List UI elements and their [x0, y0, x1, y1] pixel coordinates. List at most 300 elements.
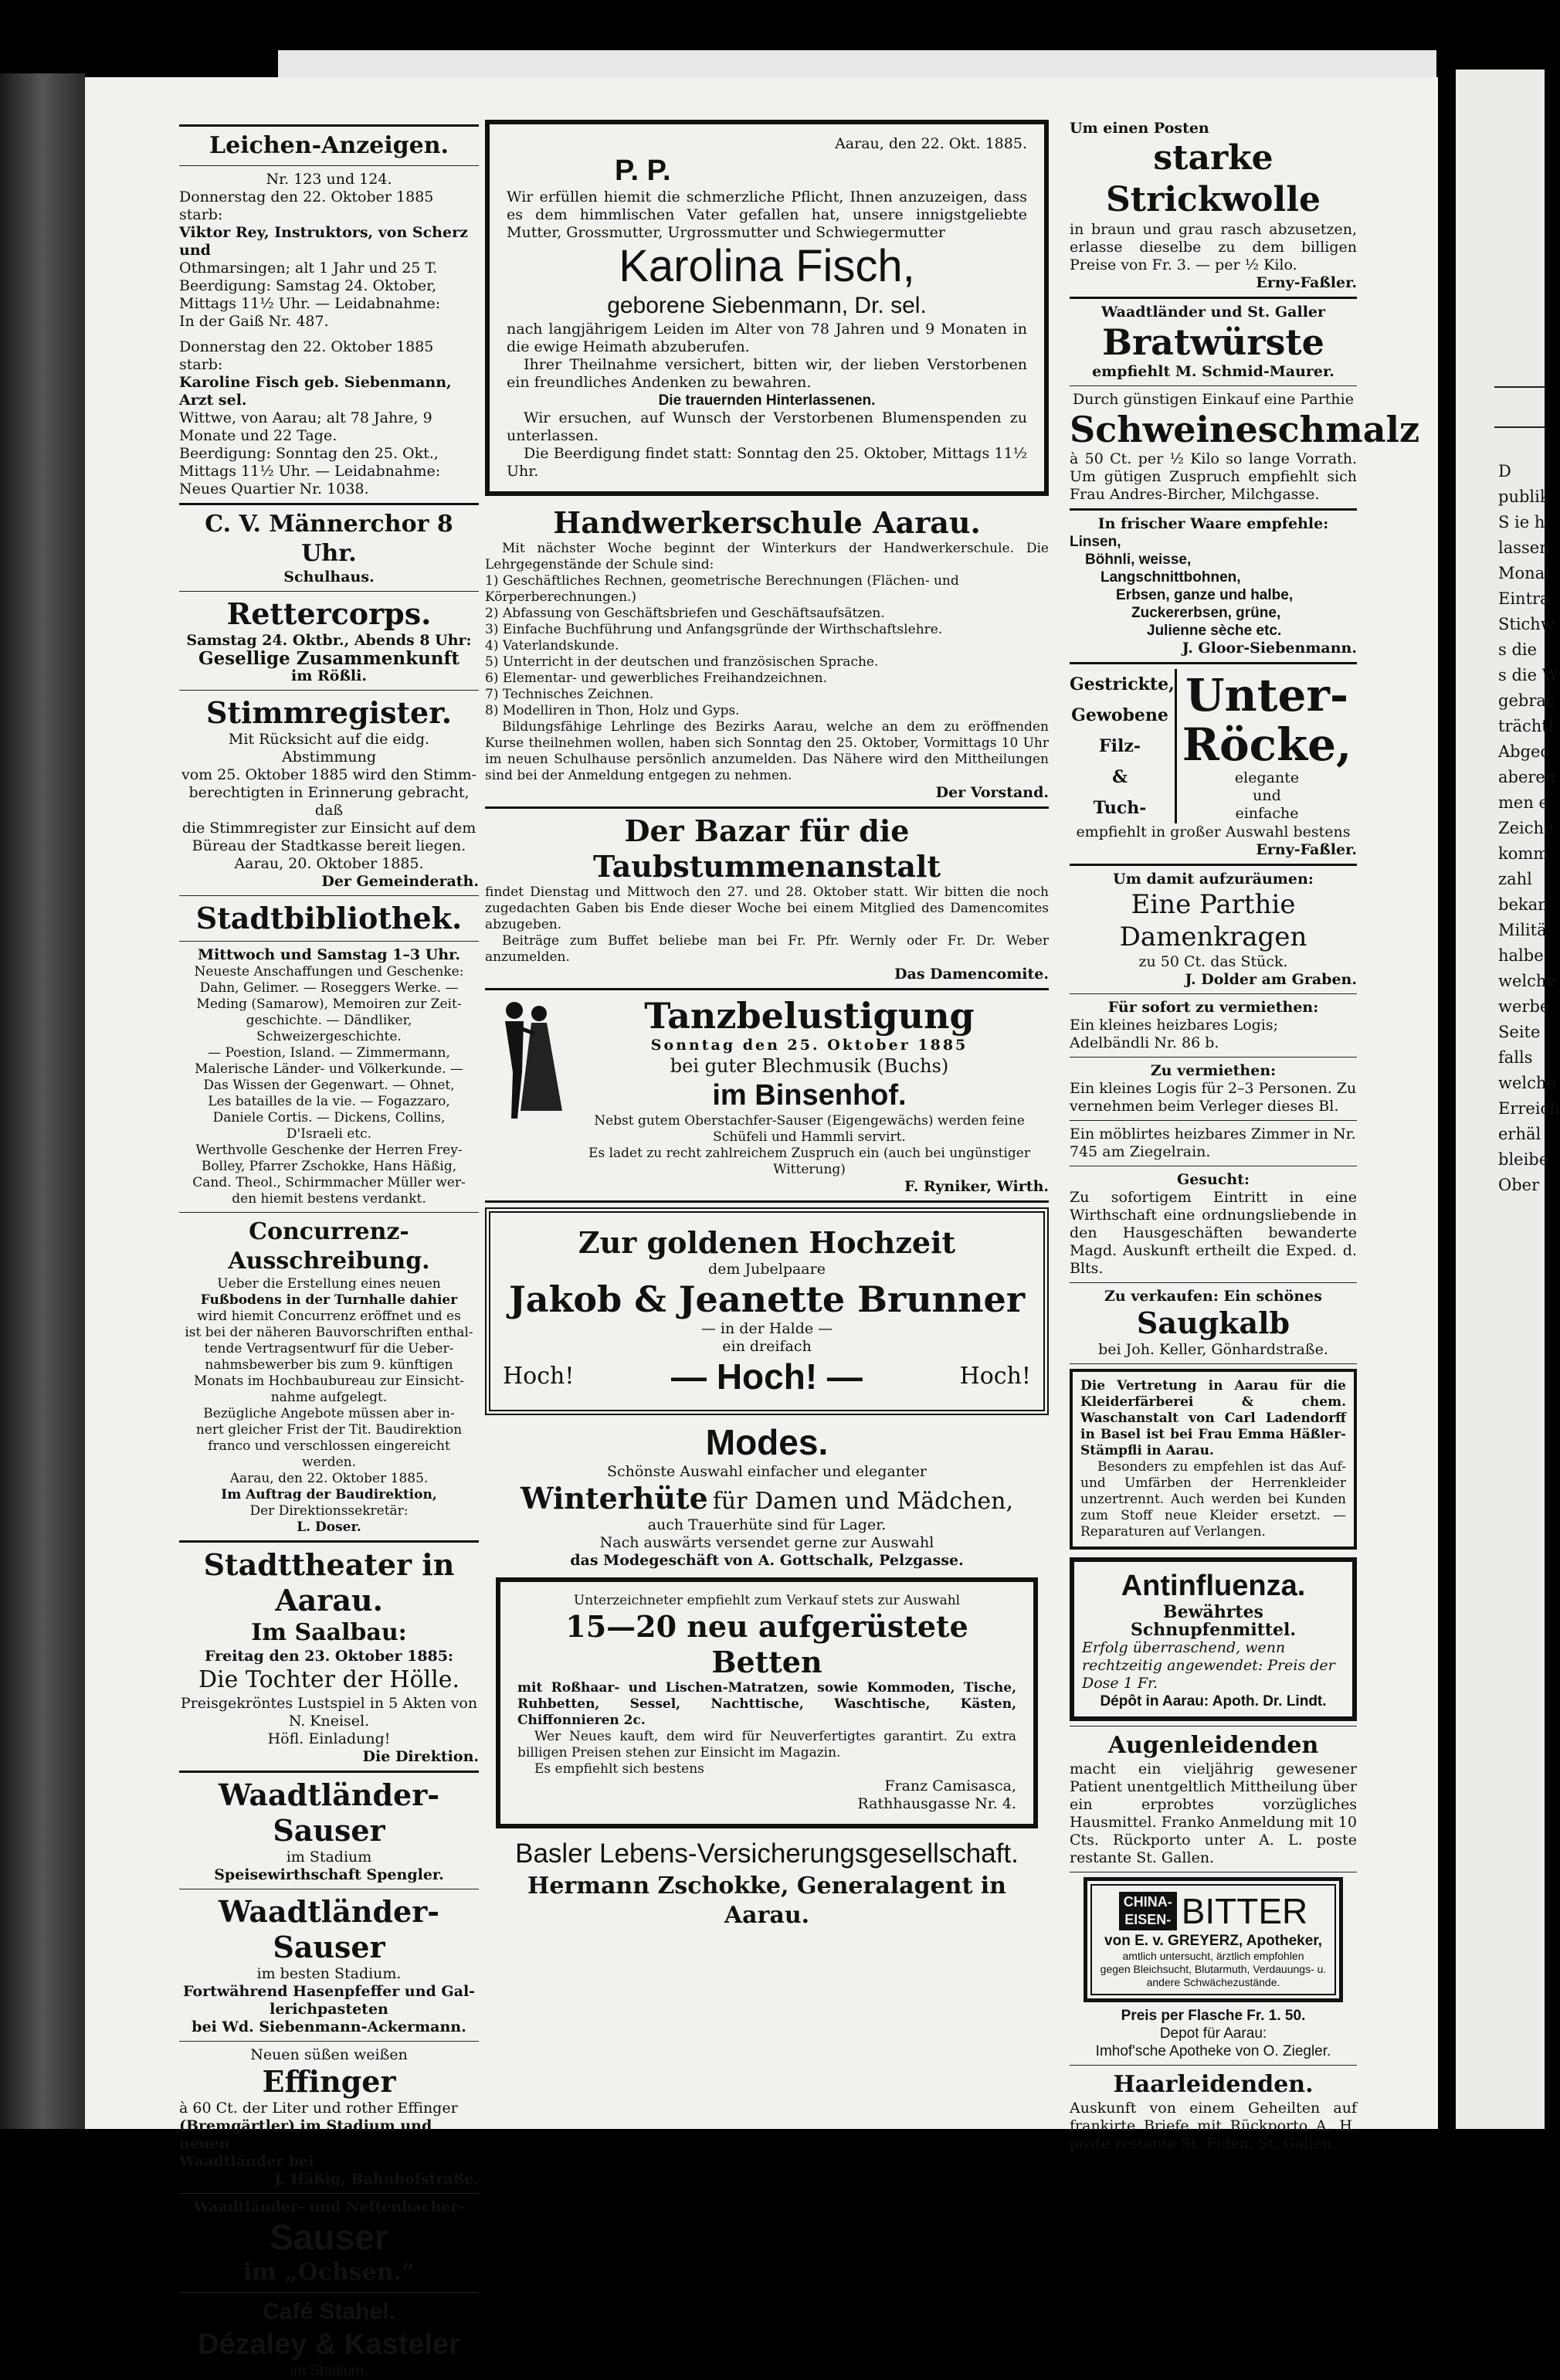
betten-box — [496, 1577, 1038, 1828]
text-line: und — [1253, 786, 1281, 804]
text-line: Waadtländer bei — [179, 2153, 314, 2170]
cafe-title: Café Stahel. — [263, 2299, 395, 2324]
text-line: Ueber die Erstellung eines neuen — [217, 1276, 441, 1292]
divider — [1070, 2065, 1357, 2066]
text-paragraph: Auskunft von einem Geheilten auf frankirte Briefe mit Rückporto A. H. poste restante St. Fiden, St. Gallen. — [1070, 2100, 1357, 2152]
handwerkerschule-notice — [485, 505, 1049, 802]
divider — [179, 941, 479, 942]
text-fragment: gebrac — [1498, 691, 1555, 710]
text-paragraph: Beiträge zum Buffet beliebe man bei Fr. Pfr. Wernly oder Fr. Dr. Weber anzumelden. — [485, 933, 1049, 965]
divider — [485, 988, 1049, 990]
text-line: Preis per Flasche Fr. 1. 50. — [1121, 2008, 1306, 2024]
signature: Erny-Faßler. — [1256, 274, 1357, 291]
text-line: wird hiemit Concurrenz eröffnet und es — [197, 1309, 461, 1324]
signature: Der Vorstand. — [935, 784, 1049, 801]
signature: F. Ryniker, Wirth. — [904, 1178, 1049, 1195]
text-line: Büreau der Stadtkasse bereit liegen. — [192, 837, 466, 854]
text-line: & — [1112, 767, 1128, 787]
stadtbibliothek-title: Stadtbibliothek. — [195, 901, 463, 935]
text-fragment: S ie h — [1498, 513, 1545, 531]
divider — [179, 1771, 479, 1773]
stadttheater-notice — [179, 1547, 479, 1766]
text-fragment: lassen — [1498, 538, 1550, 557]
text-line: die Stimmregister zur Einsicht auf dem — [181, 820, 476, 837]
text-line: Tuch- — [1093, 798, 1147, 818]
text-fragment: Abgeo — [1498, 742, 1551, 761]
text-paragraph: Wir erfüllen hiemit die schmerzliche Pflicht, Ihnen anzuzeigen, dass es dem himmlischen Vater gefallen hat, unsere innigstgeliebte Mutter, Grossmutter, Urgrossmutter und Schwiegermutter — [507, 188, 1027, 241]
text-line: Wittwe, von Aarau; alt 78 Jahre, 9 — [179, 409, 432, 426]
text-line: — in der Halde — — [700, 1320, 833, 1337]
text-paragraph: Mit nächster Woche beginnt der Winterkurs der Handwerkerschule. Die Lehrgegenstände der Schule sind: — [485, 541, 1049, 572]
cafe-owners: Dézaley & Kasteler — [197, 2328, 461, 2361]
sauser-spengler — [179, 1777, 479, 1884]
text-line: berechtigten in Erinnerung gebracht, daß — [188, 784, 470, 819]
saugkalb-title: Saugkalb — [1136, 1305, 1290, 1340]
list-item: Erbsen, ganze und halbe, — [1116, 587, 1294, 603]
haarleidenden-title: Haarleidenden. — [1113, 2071, 1314, 2098]
text-line: lerichpasteten — [270, 2001, 388, 2018]
text-line: Depot für Aarau: — [1159, 2025, 1267, 2042]
faerberei-notice — [1080, 1378, 1346, 1540]
text-line: Donnerstag den 22. Oktober 1885 starb: — [179, 188, 434, 223]
text-line: Neues Quartier Nr. 1038. — [179, 480, 369, 497]
text-paragraph: Es ladet zu recht zahlreichem Zuspruch ein (auch bei ungünstiger Witterung) — [588, 1146, 1030, 1177]
text-paragraph: macht ein vieljährig gewesener Patient unentgeltlich Mittheilung über ein erprobtes vorzügliches Hausmittel. Franko Anmeldung mit 10 Cts. Rückporto unter A. L. poste restante St. Gallen. — [1070, 1760, 1357, 1866]
rettercorps-title: Rettercorps. — [226, 596, 432, 631]
stadttheater-title: Stadttheater in Aarau. — [203, 1547, 455, 1618]
text-fragment: Seite — [1498, 1023, 1541, 1041]
text-line: Waadtländer und St. Galler — [1100, 304, 1326, 321]
text-line: im Stadium. — [290, 2363, 368, 2379]
text-fragment: welche — [1498, 1074, 1556, 1092]
signature: J. Gloor-Siebenmann. — [1182, 640, 1357, 657]
betten-notice — [517, 1593, 1016, 1813]
couple-names: Jakob & Jeanette Brunner — [508, 1278, 1026, 1320]
unterroecke-left — [1070, 669, 1177, 823]
signature: J. Dolder am Graben. — [1185, 971, 1357, 988]
text-line: von E. v. GREYERZ, Apotheker, — [1104, 1933, 1322, 1949]
hoch-right: Hoch! — [959, 1363, 1031, 1390]
text-line: Um damit aufzuräumen: — [1113, 871, 1314, 888]
divider — [179, 1540, 479, 1543]
bitter-title: BITTER — [1181, 1891, 1308, 1931]
text-line: nahmsbewerber bis zum 9. künftigen — [205, 1357, 453, 1373]
signature: L. Doser. — [297, 1519, 361, 1535]
text-fragment: aberen — [1498, 768, 1556, 786]
divider — [179, 591, 479, 592]
list-item: Böhnli, weisse, — [1085, 552, 1192, 568]
signature: Die Direktion. — [362, 1748, 479, 1765]
text-line: (Bremgärtler) im Stadium und neuen — [179, 2117, 432, 2152]
text-line: bei guter Blechmusik (Buchs) — [670, 1055, 949, 1077]
stadtbibliothek-notice — [179, 901, 479, 1207]
text-line: à 60 Ct. der Liter und rother Effinger — [179, 2100, 458, 2117]
text-fragment: komm — [1498, 844, 1549, 863]
signature: Erny-Faßler. — [1256, 841, 1357, 858]
text-line: Aarau, den 22. Okt. 1885. — [835, 135, 1027, 152]
bratwuerste-notice — [1070, 304, 1357, 381]
sauser-title: Waadtländer-Sauser — [219, 1777, 439, 1848]
modes-notice — [485, 1421, 1049, 1570]
signature: Die trauernden Hinterlassenen. — [658, 392, 876, 409]
text-line: In der Gaiß Nr. 487. — [179, 313, 329, 330]
text-line: Durch günstigen Einkauf eine Parthie — [1073, 391, 1354, 408]
text-fragment: bekan — [1498, 895, 1548, 914]
text-line: Schönste Auswahl einfacher und eleganter — [607, 1463, 927, 1480]
text-fragment: Stichw — [1498, 615, 1555, 633]
haarleidenden-notice — [1070, 2070, 1357, 2153]
divider — [1070, 662, 1357, 664]
list-item: 6) Elementar- und gewerbliches Freihandzeichnen. — [485, 671, 828, 686]
text-line: franco und verschlossen eingereicht werden. — [208, 1438, 450, 1470]
concurrenz-notice — [179, 1217, 479, 1536]
vermieten-1 — [1070, 999, 1357, 1052]
divider — [179, 2193, 479, 2194]
text-paragraph: Bildungsfähige Lehrlinge des Bezirks Aarau, welche an dem zu eröffnenden Kurse theilnehmen wollen, haben sich Sonntag den 25. Oktober, Vormittags 10 Uhr im neuen Schulhause persönlich anzumelden. Das Nähere wird den Mittheilungen sind bei der Anmeldung entgegen zu nehmen. — [485, 719, 1049, 783]
stimmregister-title: Stimmregister. — [206, 695, 452, 730]
maennerchor-title: C. V. Männerchor 8 Uhr. — [205, 511, 453, 567]
text-fragment: Zeiche — [1498, 819, 1554, 837]
list-item: 2) Abfassung von Geschäftsbriefen und Geschäftsaufsätzen. — [485, 606, 885, 621]
tanz-place: im Binsenhof. — [712, 1079, 907, 1112]
divider — [485, 1200, 1049, 1203]
text-fragment: falls — [1498, 1048, 1533, 1067]
divider — [179, 895, 479, 896]
text-fragment: men e — [1498, 793, 1548, 812]
list-item: 7) Technisches Zeichnen. — [485, 687, 654, 702]
text-line: im Stadium — [286, 1849, 372, 1866]
list-item: 1) Geschäftliches Rechnen, geometrische Berechnungen (Flächen- und Körperberechnungen.) — [485, 573, 959, 605]
leichen-entry-1 — [179, 188, 479, 331]
text-fragment: welche — [1498, 972, 1556, 990]
text-line: EISEN- — [1124, 1912, 1172, 1927]
divider — [1070, 1120, 1357, 1121]
text-fragment: trächtl — [1498, 717, 1554, 735]
divider — [1070, 993, 1357, 994]
text-line: Cand. Theol., Schirmmacher Müller wer- — [192, 1175, 466, 1190]
text-line: Mittags 11½ Uhr. — Leidabnahme: — [179, 463, 441, 480]
text-line: Sonntag den 25. Oktober 1885 — [650, 1037, 968, 1054]
bitter-label — [1119, 1892, 1177, 1930]
text-paragraph: nach langjährigem Leiden im Alter von 78 Jahren und 9 Monaten in die ewige Heimath abzuberufen. — [507, 321, 1027, 355]
divider — [179, 2292, 479, 2293]
text-line: Monats im Hochbaubureau zur Einsicht- — [193, 1373, 465, 1389]
divider — [179, 124, 479, 127]
augenleidenden-title: Augenleidenden — [1107, 1732, 1319, 1759]
sauser-siebenmann — [179, 1894, 479, 2036]
divider — [179, 503, 479, 505]
text-line: amtlich untersucht, ärztlich empfohlen — [1122, 1950, 1304, 1962]
signature: bei Joh. Keller, Gönhardstraße. — [1098, 1341, 1328, 1358]
text-line: das Modegeschäft von A. Gottschalk, Pelzgasse. — [570, 1552, 964, 1569]
sauser-title: Sauser — [270, 2217, 388, 2257]
text-fragment: Monat — [1498, 564, 1552, 582]
tanz-title: Tanzbelustigung — [644, 995, 975, 1037]
text-line: Gestrickte, — [1070, 674, 1175, 694]
list-item: 4) Vaterlandskunde. — [485, 638, 619, 654]
text-line: Neuen süßen weißen — [250, 2046, 408, 2063]
text-line: Werthvolle Geschenke der Herren Frey- — [195, 1142, 463, 1158]
text-line: Meding (Samarow), Memoiren zur Zeit- — [196, 996, 462, 1012]
signature: Das Damencomite. — [894, 966, 1049, 983]
text-fragment: halbe — [1498, 946, 1544, 965]
text-line: Aarau, den 22. Oktober 1885. — [229, 1471, 429, 1486]
text-line: Gesucht: — [1177, 1171, 1250, 1188]
text-line: Neueste Anschaffungen und Geschenke: — [194, 964, 464, 980]
text-line: Preisgekröntes Lustspiel in 5 Akten von — [180, 1695, 478, 1712]
bitter-box — [1084, 1877, 1343, 2002]
signature: Rathhausgasse Nr. 4. — [857, 1795, 1016, 1812]
text-line: Beerdigung: Samstag 24. Oktober, — [179, 277, 437, 294]
text-line: Viktor Rey, Instruktors, von Scherz und — [179, 224, 468, 259]
text-line: Es empfiehlt sich bestens — [534, 1761, 704, 1777]
text-fragment: s die — [1498, 640, 1538, 659]
list-item: 3) Einfache Buchführung und Anfangsgründe der Wirthschaftslehre. — [485, 622, 943, 637]
dancing-couple-icon — [485, 995, 567, 1126]
text-line: Nach auswärts versendet gerne zur Auswahl — [599, 1534, 934, 1551]
text-line: Speisewirthschaft Spengler. — [214, 1866, 444, 1883]
text-line: In frischer Waare empfehle: — [1097, 515, 1329, 532]
text-line: Höfl. Einladung! — [267, 1730, 391, 1747]
text-line: empfiehlt in großer Auswahl bestens — [1076, 823, 1351, 840]
divider — [1070, 508, 1357, 511]
play-title: Die Tochter der Hölle. — [198, 1666, 460, 1693]
handwerkerschule-title: Handwerkerschule Aarau. — [553, 505, 981, 540]
bazar-title: Der Bazar für die Taubstummenanstalt — [592, 813, 941, 884]
next-page-edge — [1456, 70, 1560, 2129]
text-line: dem Jubelpaare — [708, 1261, 826, 1278]
antinfluenza-box — [1070, 1557, 1357, 1721]
hoch-left: Hoch! — [503, 1363, 575, 1390]
strickwolle-title: starke Strickwolle — [1106, 138, 1321, 219]
text-line: Mittags 11½ Uhr. — Leidabnahme: — [179, 295, 441, 312]
text-paragraph: Zu sofortigem Eintritt in eine Wirthschaft eine ordnungsliebende in den Hausgeschäften bewanderte Magd. Auskunft ertheilt die Exped. d. Blts. — [1070, 1189, 1357, 1277]
zimmer-notice — [1070, 1125, 1357, 1161]
todesanzeige-box — [485, 120, 1049, 496]
augenleidenden-notice — [1070, 1731, 1357, 1867]
text-paragraph: Nebst gutem Oberstachfer-Sauser (Eigengewächs) werden feine Schüfeli und Hammli servirt. — [594, 1113, 1025, 1145]
vermieten-2 — [1070, 1062, 1357, 1115]
text-paragraph: Die Beerdigung findet statt: Sonntag den 25. Oktober, Mittags 11½ Uhr. — [507, 445, 1027, 480]
text-paragraph: mit Roßhaar- und Lischen-Matratzen, sowie Kommoden, Tische, Ruhbetten, Sessel, Nachttische, Waschtische, Kästen, Chiffonnieren 2c. — [517, 1680, 1016, 1728]
text-fragment: Erreich — [1498, 1099, 1560, 1118]
column-1 — [179, 120, 479, 2380]
text-line: nahme aufgelegt. — [270, 1390, 388, 1405]
text-line: ist bei der näheren Bauvorschriften enthal- — [185, 1325, 473, 1340]
deceased-name: Karolina Fisch, — [619, 241, 915, 291]
divider — [179, 1212, 479, 1213]
text-line: Freitag den 23. Oktober 1885: — [205, 1648, 453, 1665]
text-line: Beerdigung: Sonntag den 25. Okt., — [179, 445, 439, 462]
divider — [1070, 1057, 1357, 1058]
text-line: Bolley, Pfarrer Zschokke, Hans Häßig, — [201, 1159, 457, 1174]
divider — [1070, 385, 1357, 386]
text-fragment: erhäl — [1498, 1125, 1541, 1143]
text-line: Für sofort zu vermiethen: — [1107, 999, 1319, 1016]
divider — [1070, 864, 1357, 866]
text-line: Um einen Posten — [1070, 120, 1209, 137]
text-line: — Poestion, Island. — Zimmermann, — [208, 1045, 450, 1061]
signature: J. Häßig, Bahnhofstraße. — [274, 2171, 479, 2188]
text-paragraph: Ein möblirtes heizbares Zimmer in Nr. 745 am Ziegelrain. — [1070, 1125, 1356, 1160]
text-line: Bezügliche Angebote müssen aber in- — [203, 1406, 455, 1421]
text-line: geborene Siebenmann, Dr. sel. — [607, 293, 927, 318]
text-fragment: zahl — [1498, 870, 1532, 888]
basler-notice — [485, 1836, 1049, 1930]
text-line: für Damen und Mädchen, — [712, 1488, 1014, 1515]
antinfluenza-notice — [1082, 1568, 1345, 1710]
gesucht-notice — [1070, 1171, 1357, 1278]
text-line: im besten Stadium. — [256, 1965, 402, 1982]
text-line: im „Ochsen.“ — [242, 2259, 415, 2286]
text-line: Waadtländer- und Neftenbacher- — [193, 2198, 465, 2215]
betten-title: 15—20 neu aufgerüstete Betten — [565, 1609, 968, 1679]
text-paragraph: à 50 Ct. per ½ Kilo so lange Vorrath. Um gütigen Zuspruch empfiehlt sich Frau Andres-Bircher, Milchgasse. — [1070, 450, 1357, 503]
cafe-stahel — [179, 2297, 479, 2380]
maennerchor-notice — [179, 510, 479, 586]
text-line: Dépôt in Aarau: Apoth. Dr. Lindt. — [1100, 1693, 1327, 1709]
text-paragraph: Erfolg überraschend, wenn rechtzeitig angewendet: Preis der Dose 1 Fr. — [1082, 1639, 1335, 1692]
text-line: elegante — [1234, 769, 1300, 786]
hoch-center: — Hoch! — — [671, 1356, 863, 1397]
text-line: Donnerstag den 22. Oktober 1885 starb: — [179, 338, 434, 373]
text-paragraph: Wer Neues kauft, dem wird für Neuverfertigtes garantirt. Zu extra billigen Preisen stehen zur Einsicht im Magazin. — [517, 1729, 1016, 1760]
schweineschmalz-notice — [1070, 391, 1420, 504]
leichen-anzeigen — [179, 131, 479, 498]
text-paragraph: findet Dienstag und Mittwoch den 27. und 28. Oktober statt. Wir bitten die noch zugedachten Gaben bis Ende dieser Woche bei einem Mitglied des Damencomites abzugeben. — [485, 884, 1049, 932]
text-line: Othmarsingen; alt 1 Jahr und 25 T. — [179, 260, 438, 277]
text-line: Fußbodens in der Turnhalle dahier — [200, 1292, 458, 1308]
text-paragraph: Wir ersuchen, auf Wunsch der Verstorbenen Blumenspenden zu unterlassen. — [507, 409, 1027, 444]
text-line: D'Israeli etc. — [286, 1126, 372, 1142]
bratwuerste-title: Bratwürste — [1102, 321, 1324, 363]
strickwolle-notice — [1070, 120, 1357, 292]
bitter-info — [1070, 2007, 1357, 2060]
text-line: ein dreifach — [722, 1338, 812, 1355]
divider — [179, 2041, 479, 2042]
column-3 — [1070, 120, 1420, 2153]
stadttheater-sub: Im Saalbau: — [251, 1619, 407, 1646]
text-line: Karoline Fisch geb. Siebenmann, Arzt sel. — [179, 374, 452, 409]
divider — [485, 806, 1049, 809]
text-line: vom 25. Oktober 1885 wird den Stimm- — [181, 766, 477, 783]
text-line: Malerische Länder- und Völkerkunde. — — [195, 1061, 463, 1077]
text-line: N. Kneisel. — [288, 1713, 370, 1730]
signature: Der Direktionssekretär: — [249, 1503, 409, 1519]
effinger-title: Effinger — [262, 2064, 396, 2099]
text-line: Das Wissen der Gegenwart. — Ohnet, — [203, 1078, 455, 1093]
text-line: geschichte. — Dändliker, Schweizergeschichte. — [246, 1013, 412, 1044]
text-line: Fortwährend Hasenpfeffer und Gal- — [182, 1983, 476, 2000]
text-fragment: publik — [1498, 487, 1550, 506]
text-paragraph: Ein kleines heizbares Logis; Adelbändli Nr. 86 b. — [1070, 1017, 1279, 1051]
text-fragment: Militä — [1498, 921, 1547, 939]
list-item: 8) Modelliren in Thon, Holz und Gyps. — [485, 703, 740, 718]
text-line: Imhof'sche Apotheke von O. Ziegler. — [1095, 2043, 1331, 2059]
list-item: Julienne sèche etc. — [1147, 623, 1282, 639]
damenkragen-notice — [1070, 871, 1357, 989]
text-line: Mittwoch und Samstag 1–3 Uhr. — [198, 946, 460, 963]
text-line: Samstag 24. Oktbr., Abends 8 Uhr: — [186, 632, 472, 649]
text-line: Daniele Cortis. — Dickens, Collins, — [212, 1110, 446, 1125]
text-line: Gewobene — [1071, 705, 1168, 725]
text-paragraph: Die Vertretung in Aarau für die Kleiderfärberei & chem. Waschanstalt von Carl Ladendorff in Basel ist bei Frau Emma Häßler-Stämpfli in Aarau. — [1080, 1378, 1346, 1458]
list-item: Zuckererbsen, grüne, — [1131, 605, 1281, 621]
signature: Der Gemeinderath. — [321, 873, 479, 890]
hochzeit-box — [485, 1207, 1049, 1415]
sauser-ochsen — [179, 2198, 479, 2287]
effinger-notice — [179, 2046, 479, 2188]
unterroecke-title: Unter- — [1185, 668, 1349, 721]
signature: Im Auftrag der Baudirektion, — [221, 1487, 437, 1502]
text-line: bei Wd. Siebenmann-Ackermann. — [192, 2018, 466, 2035]
text-paragraph: Besonders zu empfehlen ist das Auf- und Umfärben der Herrenkleider unzertrennt. Auch werden bei Kunden zum Stoff neue Kleider ersetzt. — Reparaturen auf Verlangen. — [1080, 1459, 1346, 1540]
leichen-title: Leichen-Anzeigen. — [209, 132, 449, 159]
text-line: Aarau, 20. Oktober 1885. — [234, 855, 424, 872]
divider — [1070, 1363, 1357, 1364]
text-line: einfache — [1235, 804, 1299, 822]
signature: Franz Camisasca, — [884, 1777, 1016, 1794]
signature: empfiehlt M. Schmid-Maurer. — [1092, 363, 1334, 380]
divider — [179, 690, 479, 691]
text-line: zu 50 Ct. das Stück. — [1138, 953, 1288, 970]
text-fragment: Ober — [1498, 1176, 1540, 1194]
faerberei-box — [1070, 1369, 1357, 1550]
text-line: im Rößli. — [291, 667, 367, 684]
winterhuete-title: Winterhüte — [520, 1481, 708, 1516]
list-item: Linsen, — [1070, 534, 1121, 550]
text-line: auch Trauerhüte sind für Lager. — [647, 1516, 887, 1533]
unterroecke-title: Röcke, — [1182, 718, 1352, 771]
waare-notice — [1070, 515, 1357, 657]
bazar-notice — [485, 813, 1049, 983]
stimmregister-notice — [179, 695, 479, 891]
rettercorps-notice — [179, 596, 479, 685]
text-paragraph: Ein kleines Logis für 2–3 Personen. Zu vernehmen beim Verleger dieses Bl. — [1070, 1080, 1357, 1115]
book-binding — [0, 73, 85, 2129]
text-line: Hermann Zschokke, Generalagent in Aarau. — [527, 1872, 1006, 1929]
text-line: Monate und 22 Tage. — [179, 427, 337, 444]
text-fragment: werbe — [1498, 997, 1550, 1016]
column-2 — [485, 120, 1049, 1930]
text-line: Zu verkaufen: Ein schönes — [1104, 1288, 1322, 1305]
text-line: Mit Rücksicht auf die eidg. Abstimmung — [228, 731, 430, 766]
saugkalb-notice — [1070, 1288, 1357, 1359]
text-line: tende Vertragsentwurf für die Ueber- — [204, 1341, 454, 1356]
sauser-title: Waadtländer-Sauser — [219, 1894, 439, 1964]
list-item: 5) Unterricht in der deutschen und französischen Sprache. — [485, 654, 879, 670]
schweineschmalz-title: Schweineschmalz — [1070, 409, 1420, 450]
text-line: Bewährtes Schnupfenmittel. — [1130, 1602, 1297, 1640]
maennerchor-sub: Schulhaus. — [283, 569, 375, 586]
unterroecke-notice — [1070, 669, 1357, 859]
text-line: Filz- — [1099, 736, 1141, 756]
text-line: Gesellige Zusammenkunft — [198, 648, 460, 669]
text-line: den hiemit bestens verdankt. — [232, 1191, 426, 1207]
paper-strip — [278, 50, 1436, 81]
tanz-notice — [485, 995, 1049, 1196]
concurrenz-title: Concurrenz-Ausschreibung. — [228, 1218, 430, 1275]
text-fragment: Eintra — [1498, 589, 1550, 608]
text-fragment: bleibe — [1498, 1150, 1549, 1169]
text-line: Dahn, Gelimer. — Roseggers Werke. — — [199, 980, 459, 996]
divider — [1070, 297, 1357, 299]
hochzeit-notice — [503, 1225, 1031, 1397]
damenkragen-title: Eine Parthie Damenkragen — [1119, 889, 1307, 952]
pp-heading: P. P. — [615, 154, 671, 187]
dancing-couple-illustration — [485, 995, 570, 1196]
text-fragment: s die W — [1498, 666, 1559, 684]
